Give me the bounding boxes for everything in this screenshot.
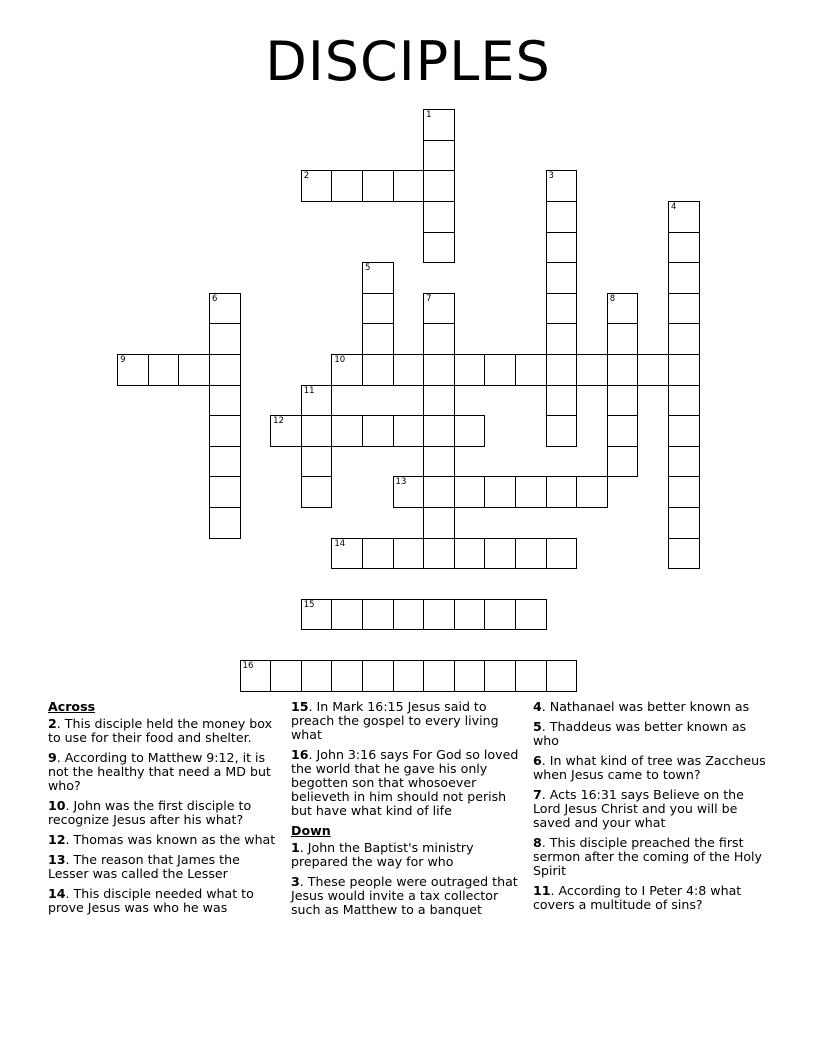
grid-cell[interactable] (484, 354, 516, 386)
grid-cell[interactable] (423, 446, 455, 478)
clue-number: 11 (533, 883, 551, 898)
grid-cell[interactable] (546, 262, 578, 294)
grid-cell[interactable] (546, 293, 578, 325)
clue-text: . In Mark 16:15 Jesus said to preach the gospel to every living what (291, 699, 499, 742)
clue-number: 5 (533, 719, 542, 734)
clue-number: 10 (334, 355, 346, 366)
clue-text: . Thaddeus was better known as who (533, 719, 747, 748)
grid-cell[interactable] (362, 660, 394, 692)
across-clue (48, 887, 280, 915)
grid-cell[interactable] (423, 201, 455, 233)
clue-text: . Thomas was known as the what (65, 832, 276, 847)
grid-cell[interactable] (423, 660, 455, 692)
across-clue (48, 799, 280, 827)
grid-cell[interactable] (301, 385, 333, 417)
grid-cell[interactable] (423, 170, 455, 202)
grid-cell[interactable] (362, 293, 394, 325)
grid-cell[interactable] (362, 415, 394, 447)
grid-cell[interactable] (515, 538, 547, 570)
grid-cell[interactable] (301, 415, 333, 447)
grid-cell[interactable] (454, 538, 486, 570)
grid-cell[interactable] (454, 415, 486, 447)
clue-number: 7 (426, 293, 432, 304)
clue-number: 8 (533, 835, 542, 850)
grid-cell[interactable] (423, 293, 455, 325)
grid-cell[interactable] (209, 323, 241, 355)
clue-text: . John 3:16 says For God so loved the world that he gave his only begotten son that whosoever believeth in him should not perish but have what kind of life (291, 747, 519, 818)
grid-cell[interactable] (607, 354, 639, 386)
across-clue (48, 833, 280, 847)
grid-cell[interactable] (331, 538, 363, 570)
down-clue (291, 841, 521, 869)
grid-cell[interactable] (668, 415, 700, 447)
down-clue (533, 700, 768, 714)
clue-text: . Nathanael was better known as (541, 699, 750, 714)
grid-cell[interactable] (209, 476, 241, 508)
clue-text: . In what kind of tree was Zaccheus when Jesus came to town? (533, 753, 766, 782)
clue-text: . The reason that James the Lesser was called the Lesser (48, 852, 240, 881)
across-heading: Across (48, 699, 96, 714)
grid-cell[interactable] (668, 507, 700, 539)
grid-cell[interactable] (331, 354, 363, 386)
grid-cell[interactable] (423, 385, 455, 417)
clues-column-2 (291, 700, 521, 923)
clue-number: 16 (242, 661, 254, 672)
grid-cell[interactable] (607, 293, 639, 325)
grid-cell[interactable] (423, 232, 455, 264)
grid-cell[interactable] (423, 109, 455, 141)
grid-cell[interactable] (301, 599, 333, 631)
grid-cell[interactable] (576, 476, 608, 508)
across-clue (48, 717, 280, 745)
grid-cell[interactable] (393, 170, 425, 202)
grid-cell[interactable] (178, 354, 210, 386)
grid-cell[interactable] (484, 599, 516, 631)
grid-cell[interactable] (515, 660, 547, 692)
grid-cell[interactable] (668, 232, 700, 264)
grid-cell[interactable] (423, 599, 455, 631)
grid-cell[interactable] (270, 415, 302, 447)
grid-cell[interactable] (668, 476, 700, 508)
grid-cell[interactable] (423, 415, 455, 447)
grid-cell[interactable] (423, 140, 455, 172)
grid-cell[interactable] (393, 476, 425, 508)
grid-cell[interactable] (484, 476, 516, 508)
clue-number: 13 (395, 477, 407, 488)
grid-cell[interactable] (270, 660, 302, 692)
down-heading: Down (291, 823, 331, 838)
grid-cell[interactable] (546, 415, 578, 447)
page-title: DISCIPLES (265, 30, 551, 93)
grid-cell[interactable] (301, 660, 333, 692)
clue-number: 5 (364, 263, 371, 274)
grid-cell[interactable] (546, 170, 578, 202)
grid-cell[interactable] (209, 293, 241, 325)
clue-number: 4 (670, 202, 677, 213)
grid-cell[interactable] (668, 323, 700, 355)
clue-number: 6 (533, 753, 542, 768)
grid-cell[interactable] (301, 446, 333, 478)
clue-number: 2 (48, 716, 57, 731)
grid-cell[interactable] (454, 660, 486, 692)
grid-cell[interactable] (454, 354, 486, 386)
grid-cell[interactable] (515, 599, 547, 631)
clue-number: 2 (303, 171, 310, 182)
grid-cell[interactable] (301, 170, 333, 202)
clue-number: 8 (609, 293, 616, 304)
clue-number: 13 (48, 852, 66, 867)
clue-text: . Acts 16:31 says Believe on the Lord Jesus Christ and you will be saved and your what (533, 787, 744, 830)
grid-cell[interactable] (607, 415, 639, 447)
grid-cell[interactable] (209, 354, 241, 386)
grid-cell[interactable] (546, 660, 578, 692)
grid-cell[interactable] (546, 538, 578, 570)
grid-cell[interactable] (668, 262, 700, 294)
grid-cell[interactable] (637, 354, 669, 386)
clue-number: 14 (334, 538, 346, 549)
grid-cell[interactable] (546, 476, 578, 508)
clue-text: . This disciple held the money box to use for their food and shelter. (48, 716, 273, 745)
down-clue (291, 875, 521, 917)
grid-cell[interactable] (240, 660, 272, 692)
clue-number: 10 (48, 798, 66, 813)
grid-cell[interactable] (607, 323, 639, 355)
grid-cell[interactable] (362, 599, 394, 631)
grid-cell[interactable] (668, 385, 700, 417)
grid-cell[interactable] (576, 354, 608, 386)
grid-cell[interactable] (546, 232, 578, 264)
clue-text: . This disciple needed what to prove Jesus was who he was (48, 886, 254, 915)
down-clue (533, 720, 768, 748)
clues-column-1 (48, 700, 280, 921)
down-clue (533, 836, 768, 878)
clue-text: . According to Matthew 9:12, it is not the healthy that need a MD but who? (48, 750, 271, 793)
clue-number: 7 (533, 787, 542, 802)
grid-cell[interactable] (484, 538, 516, 570)
grid-cell[interactable] (423, 354, 455, 386)
grid-cell[interactable] (423, 476, 455, 508)
grid-cell[interactable] (515, 354, 547, 386)
grid-cell[interactable] (331, 170, 363, 202)
grid-cell[interactable] (546, 385, 578, 417)
grid-cell[interactable] (362, 354, 394, 386)
grid-cell[interactable] (393, 538, 425, 570)
clue-number: 12 (48, 832, 66, 847)
grid-cell[interactable] (301, 476, 333, 508)
grid-cell[interactable] (668, 446, 700, 478)
grid-cell[interactable] (148, 354, 180, 386)
grid-cell[interactable] (209, 446, 241, 478)
clue-number: 4 (533, 699, 542, 714)
grid-cell[interactable] (362, 538, 394, 570)
grid-cell[interactable] (331, 415, 363, 447)
grid-cell[interactable] (668, 354, 700, 386)
grid-cell[interactable] (393, 599, 425, 631)
clue-number: 12 (273, 416, 284, 427)
clue-number: 3 (291, 874, 300, 889)
grid-cell[interactable] (515, 476, 547, 508)
down-clue (533, 754, 768, 782)
clue-text: . This disciple preached the first sermon after the coming of the Holy Spirit (533, 835, 763, 878)
down-clue (533, 884, 768, 912)
grid-cell[interactable] (393, 354, 425, 386)
grid-cell[interactable] (117, 354, 149, 386)
clue-number: 9 (48, 750, 57, 765)
grid-cell[interactable] (362, 170, 394, 202)
grid-cell[interactable] (668, 293, 700, 325)
clue-number: 11 (303, 385, 315, 396)
clue-text: . John was the first disciple to recognize Jesus after his what? (48, 798, 252, 827)
clue-number: 14 (48, 886, 66, 901)
grid-cell[interactable] (362, 262, 394, 294)
grid-cell[interactable] (423, 538, 455, 570)
clue-text: . John the Baptist's ministry prepared the way for who (291, 840, 474, 869)
clue-number: 6 (211, 293, 218, 304)
grid-cell[interactable] (668, 538, 700, 570)
grid-cell[interactable] (423, 507, 455, 539)
clue-number: 15 (291, 699, 309, 714)
clue-number: 9 (120, 355, 126, 366)
grid-cell[interactable] (209, 415, 241, 447)
clue-number: 15 (303, 599, 315, 610)
grid-cell[interactable] (209, 385, 241, 417)
clue-number: 1 (291, 840, 300, 855)
grid-cell[interactable] (393, 660, 425, 692)
grid-cell[interactable] (484, 660, 516, 692)
grid-cell[interactable] (607, 446, 639, 478)
across-clue (291, 748, 521, 818)
grid-cell[interactable] (362, 323, 394, 355)
clue-number: 16 (291, 747, 309, 762)
clue-text: . These people were outraged that Jesus would invite a tax collector such as Matthew to a banquet (291, 874, 518, 917)
grid-cell[interactable] (393, 415, 425, 447)
down-clue (533, 788, 768, 830)
grid-cell[interactable] (331, 599, 363, 631)
grid-cell[interactable] (209, 507, 241, 539)
clue-number: 1 (426, 110, 432, 121)
grid-cell[interactable] (423, 323, 455, 355)
clue-text: . According to I Peter 4:8 what covers a multitude of sins? (533, 883, 742, 912)
grid-cell[interactable] (607, 385, 639, 417)
grid-cell[interactable] (546, 354, 578, 386)
across-clue (291, 700, 521, 742)
clues-column-3 (533, 700, 768, 918)
grid-cell[interactable] (668, 201, 700, 233)
grid-cell[interactable] (454, 599, 486, 631)
grid-cell[interactable] (546, 323, 578, 355)
grid-cell[interactable] (331, 660, 363, 692)
clue-number: 3 (548, 171, 554, 182)
grid-cell[interactable] (454, 476, 486, 508)
across-clue (48, 853, 280, 881)
grid-cell[interactable] (546, 201, 578, 233)
across-clue (48, 751, 280, 793)
